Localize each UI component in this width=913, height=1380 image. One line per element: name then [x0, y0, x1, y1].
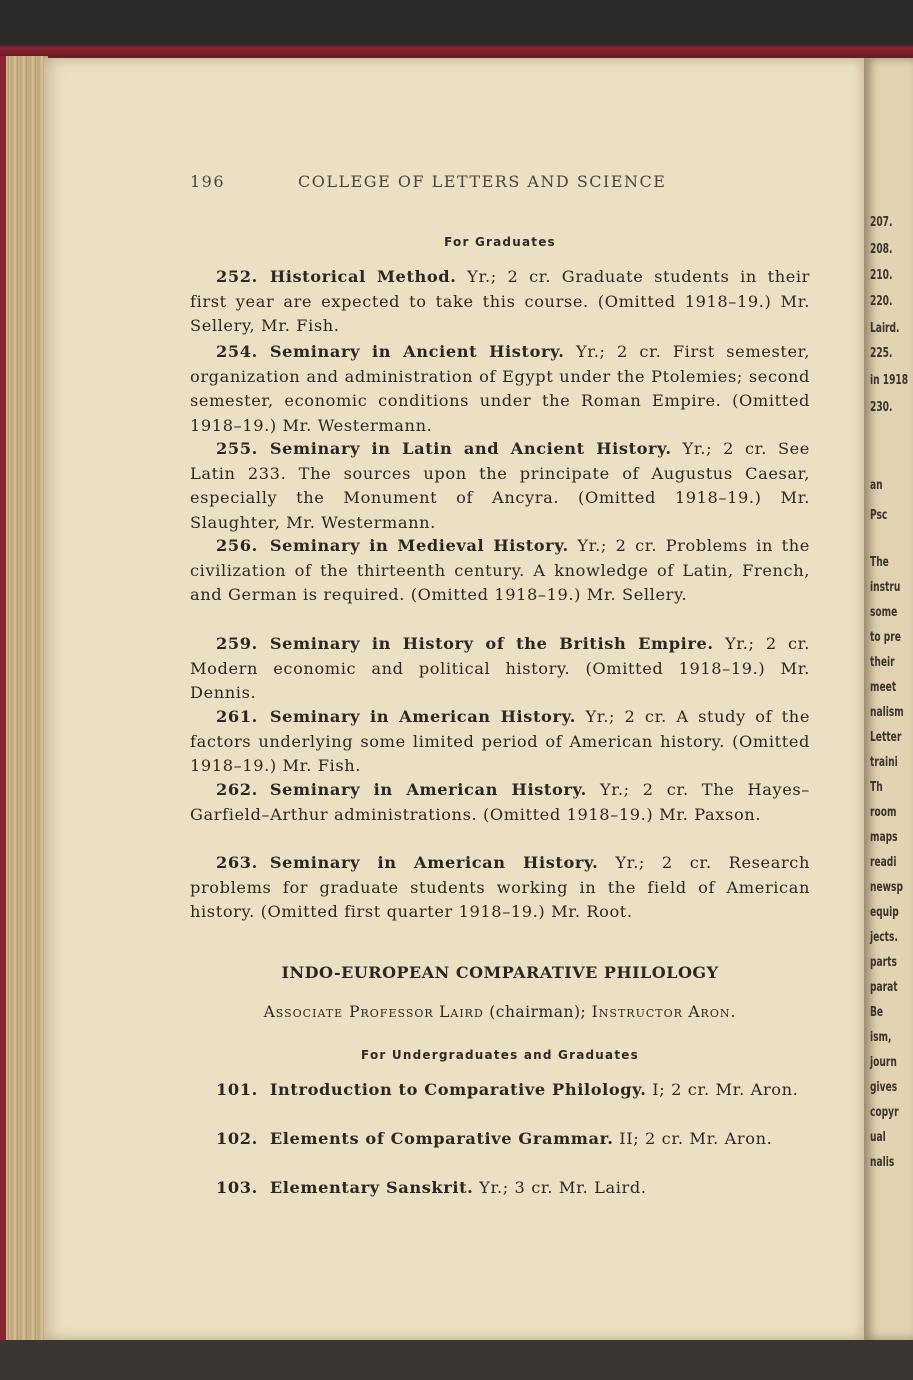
- staff-rank: Instructor: [591, 1003, 683, 1021]
- course-entry: [190, 778, 810, 827]
- staff-name: Aron.: [688, 1003, 737, 1021]
- course-number: 255.: [216, 439, 258, 458]
- course-number: 103.: [216, 1178, 258, 1197]
- facing-page-fragment: 230.: [870, 400, 893, 415]
- facing-page-fragment: traini: [870, 755, 898, 770]
- course-number: 262.: [216, 780, 258, 799]
- facing-page-fragment: some: [870, 605, 898, 620]
- course-title: Elements of Comparative Grammar.: [269, 1129, 614, 1148]
- subhead-undergraduates-graduates: For Undergraduates and Graduates: [361, 1048, 639, 1062]
- course-entry: [190, 265, 810, 339]
- course-description: Yr.; 2 cr. Graduate students in their first year are expected to take this course. (Omitted 1918–19.) Mr. Sellery, Mr. Fish.: [190, 267, 811, 335]
- course-number: 261.: [216, 707, 258, 726]
- facing-page-fragment: an: [870, 478, 883, 493]
- facing-page-fragment: maps: [870, 830, 898, 845]
- course-number: 254.: [216, 342, 258, 361]
- facing-page-edge: [864, 58, 913, 1340]
- facing-page-fragment: Th: [870, 780, 883, 795]
- facing-page-fragment: newsp: [870, 880, 903, 895]
- course-title: Seminary in American History.: [269, 780, 587, 799]
- page-edges-left: [0, 56, 48, 1380]
- facing-page-fragment: equip: [870, 905, 899, 920]
- course-description: Yr.; 2 cr. A study of the factors underlying some limited period of American history. (Omitted 1918–19.) Mr. Fish.: [190, 707, 810, 775]
- facing-page-fragment: 208.: [870, 242, 893, 257]
- facing-page-fragment: Letter: [870, 730, 902, 745]
- facing-page-fragment: The: [870, 555, 889, 570]
- course-entry: [190, 1176, 810, 1201]
- page-header: [190, 172, 810, 194]
- course-entry: [190, 705, 810, 779]
- staff-name: Laird: [439, 1003, 484, 1021]
- facing-page-fragment: readi: [870, 855, 897, 870]
- course-entry: [190, 437, 810, 535]
- course-description: Yr.; 2 cr. Research problems for graduate students working in the field of American history. (Omitted first quarter 1918–19.) Mr. Root.: [190, 853, 810, 921]
- course-title: Seminary in Ancient History.: [269, 342, 565, 361]
- staff-role: (chairman);: [489, 1003, 587, 1021]
- course-description: I; 2 cr. Mr. Aron.: [652, 1080, 799, 1099]
- staff-rank: Associate Professor: [263, 1003, 434, 1021]
- facing-page-fragment: nalis: [870, 1155, 895, 1170]
- course-description: II; 2 cr. Mr. Aron.: [619, 1129, 773, 1148]
- facing-page-fragment: Laird.: [870, 321, 900, 336]
- book-binding-top: [0, 0, 913, 60]
- facing-page-fragment: 225.: [870, 346, 893, 361]
- facing-page-fragment: 220.: [870, 294, 893, 309]
- facing-page-fragment: 210.: [870, 268, 893, 283]
- facing-page-fragment: in 1918: [870, 373, 909, 388]
- page-number: 196: [190, 172, 226, 191]
- course-title: Elementary Sanskrit.: [269, 1178, 474, 1197]
- course-description: Yr.; 2 cr. Problems in the civilization of the thirteenth century. A knowledge of Latin, French, and German is required. (Omitted 1918–19.) Mr. Sellery.: [190, 536, 810, 604]
- course-entry: [190, 1078, 810, 1103]
- department-title: INDO-EUROPEAN COMPARATIVE PHILOLOGY: [281, 963, 719, 982]
- course-description: Yr.; 2 cr. Modern economic and political history. (Omitted 1918–19.) Mr. Dennis.: [190, 634, 810, 702]
- facing-page-fragment: Psc: [870, 508, 888, 523]
- subhead-graduates: For Graduates: [444, 235, 556, 249]
- facing-page-fragment: jects.: [870, 930, 898, 945]
- course-description: Yr.; 2 cr. See Latin 233. The sources upon the principate of Augustus Caesar, especially the Monument of Ancyra. (Omitted 1918–19.) Mr. Slaughter, Mr. Westermann.: [190, 439, 810, 532]
- facing-page-fragment: nalism: [870, 705, 904, 720]
- running-head: COLLEGE OF LETTERS AND SCIENCE: [298, 172, 667, 191]
- facing-page-fragment: 207.: [870, 215, 893, 230]
- facing-page-fragment: to pre: [870, 630, 901, 645]
- facing-page-fragment: meet: [870, 680, 897, 695]
- course-number: 263.: [216, 853, 258, 872]
- course-number: 102.: [216, 1129, 258, 1148]
- facing-page-fragment: instru: [870, 580, 901, 595]
- course-entry: [190, 340, 810, 438]
- course-entry: [190, 851, 810, 925]
- course-description: Yr.; 2 cr. First semester, organization and administration of Egypt under the Ptolemies; second semester, economic conditions under the Roman Empire. (Omitted 1918–19.) Mr. Westermann.: [190, 342, 810, 435]
- facing-page-fragment: room: [870, 805, 897, 820]
- course-title: Seminary in American History.: [269, 707, 576, 726]
- facing-page-fragment: gives: [870, 1080, 898, 1095]
- course-description: Yr.; 3 cr. Mr. Laird.: [479, 1178, 647, 1197]
- facing-page-fragment: parts: [870, 955, 897, 970]
- course-title: Historical Method.: [269, 267, 457, 286]
- course-number: 256.: [216, 536, 258, 555]
- facing-page-fragment: Be: [870, 1005, 884, 1020]
- facing-page-fragment: ism,: [870, 1030, 892, 1045]
- course-entry: [190, 534, 810, 608]
- course-entry: [190, 632, 810, 706]
- facing-page-fragment: ual: [870, 1130, 886, 1145]
- course-entry: [190, 1127, 810, 1152]
- facing-page-fragment: their: [870, 655, 895, 670]
- course-title: Seminary in History of the British Empire.: [269, 634, 714, 653]
- course-title: Seminary in Medieval History.: [269, 536, 569, 555]
- course-title: Seminary in Latin and Ancient History.: [269, 439, 672, 458]
- department-staff: [190, 1003, 810, 1021]
- facing-page-fragment: copyr: [870, 1105, 899, 1120]
- book-binding-bottom: [0, 1340, 913, 1380]
- course-number: 252.: [216, 267, 258, 286]
- course-title: Introduction to Comparative Philology.: [269, 1080, 647, 1099]
- course-title: Seminary in American History.: [269, 853, 599, 872]
- course-description: Yr.; 2 cr. The Hayes–Garfield–Arthur administrations. (Omitted 1918–19.) Mr. Paxson.: [190, 780, 810, 824]
- facing-page-fragment: journ: [870, 1055, 897, 1070]
- course-number: 101.: [216, 1080, 258, 1099]
- course-number: 259.: [216, 634, 258, 653]
- facing-page-fragment: parat: [870, 980, 898, 995]
